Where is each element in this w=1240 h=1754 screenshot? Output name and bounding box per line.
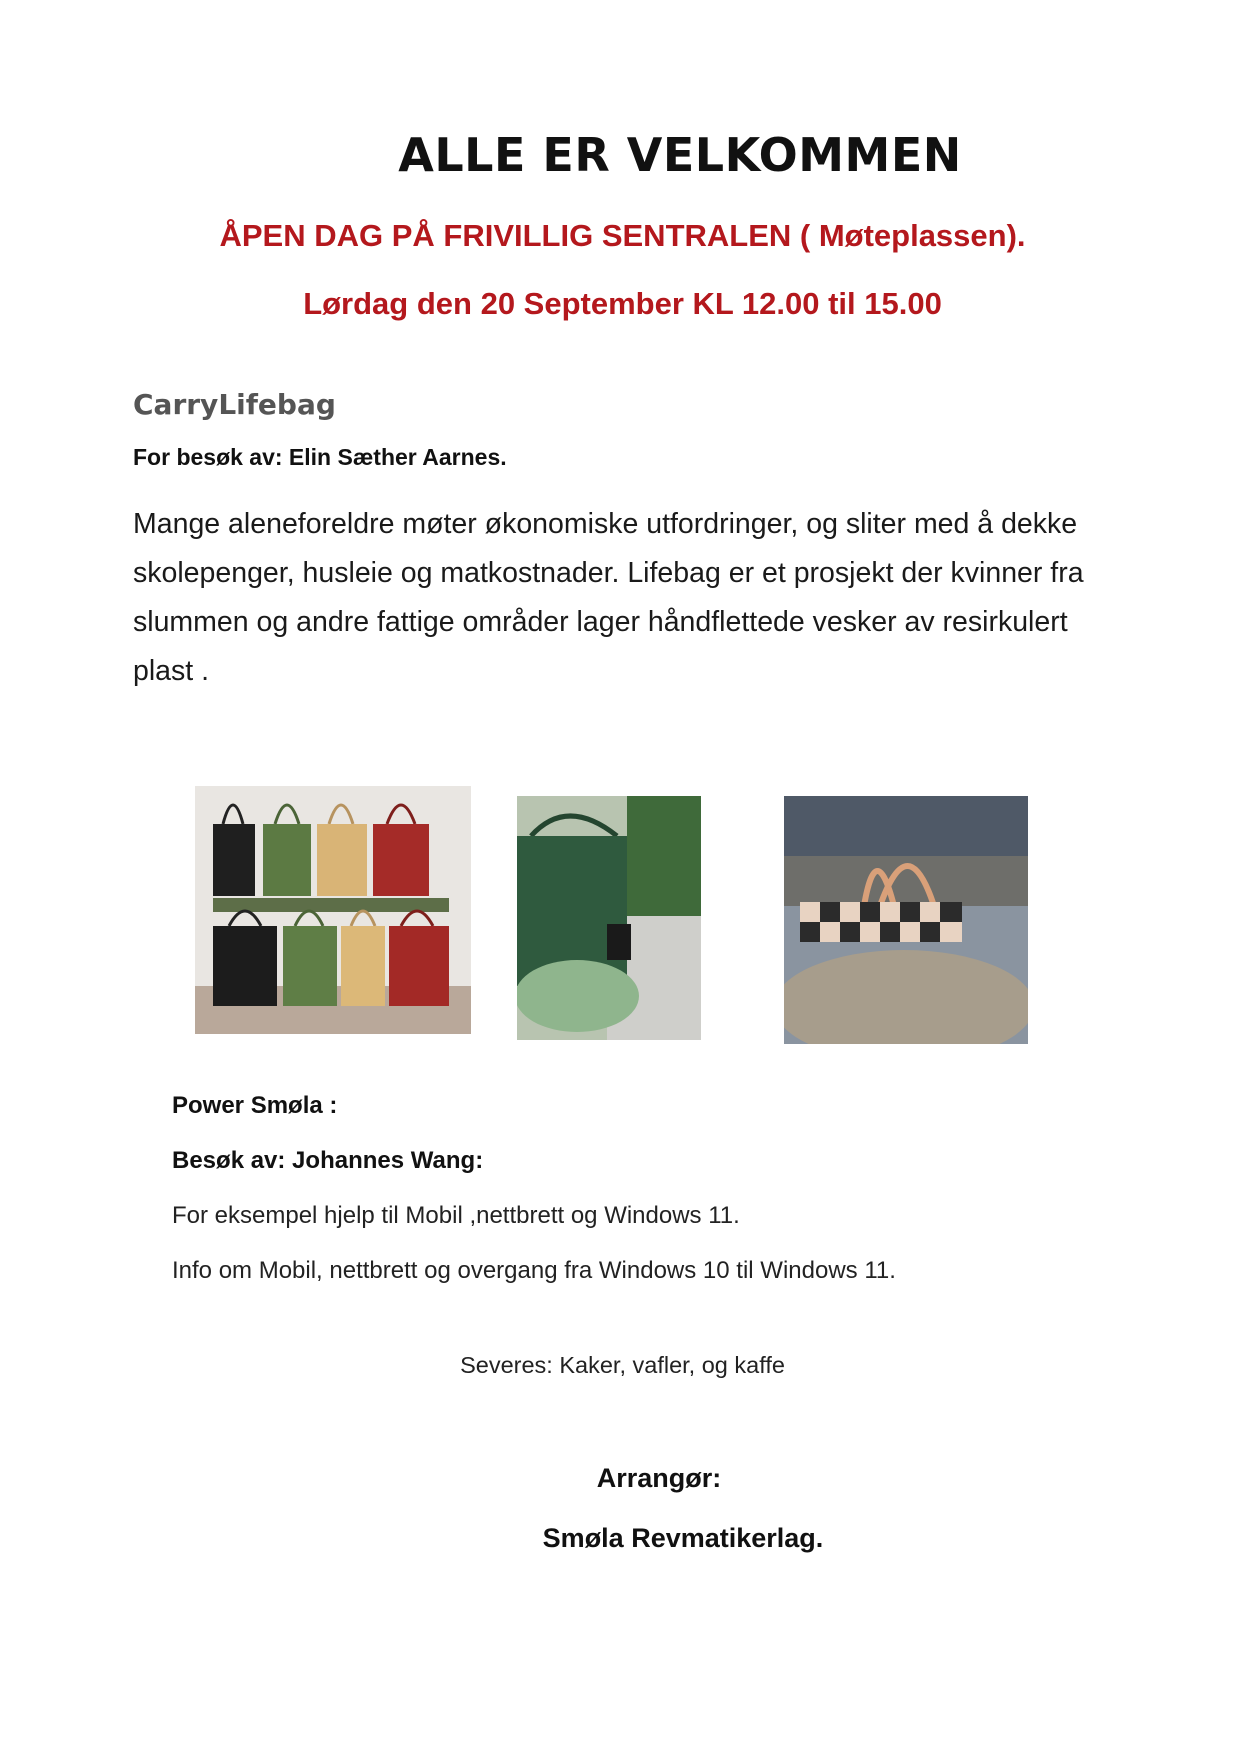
power-smola-visitor: Besøk av: Johannes Wang: (172, 1147, 484, 1174)
organizer-name: Smøla Revmatikerlag. (542, 1523, 824, 1553)
green-bag-knitting-photo (517, 796, 701, 1040)
power-smola-info-2: Info om Mobil, nettbrett og overgang fra Windows 10 til Windows 11. (172, 1257, 896, 1284)
power-smola-heading: Power Smøla : (172, 1092, 338, 1119)
carrylifebag-visitor: For besøk av: Elin Sæther Aarnes. (133, 444, 507, 470)
carrylifebag-heading: CarryLifebag (133, 388, 336, 421)
carrylifebag-description: Mange aleneforeldre møter økonomiske utfordringer, og sliter med å dekke skolepenger, husleie og matkostnader. Lifebag er et prosjekt der kvinner fra slummen og andre fattige områder lager håndflettede vesker av resirkulert plast . (133, 508, 1084, 687)
checkered-bag-yarn-photo (784, 796, 1028, 1044)
power-smola-info-1: For eksempel hjelp til Mobil ,nettbrett og Windows 11. (172, 1202, 740, 1229)
page-title: ALLE ER VELKOMMEN (398, 128, 962, 182)
organizer-label: Arrangør: (596, 1463, 722, 1493)
woven-bags-rack-photo (195, 786, 471, 1034)
event-subtitle: ÅPEN DAG PÅ FRIVILLIG SENTRALEN ( Møteplassen). (219, 218, 1026, 253)
refreshments-line: Severes: Kaker, vafler, og kaffe (460, 1352, 785, 1378)
event-date: Lørdag den 20 September KL 12.00 til 15.00 (303, 286, 942, 321)
